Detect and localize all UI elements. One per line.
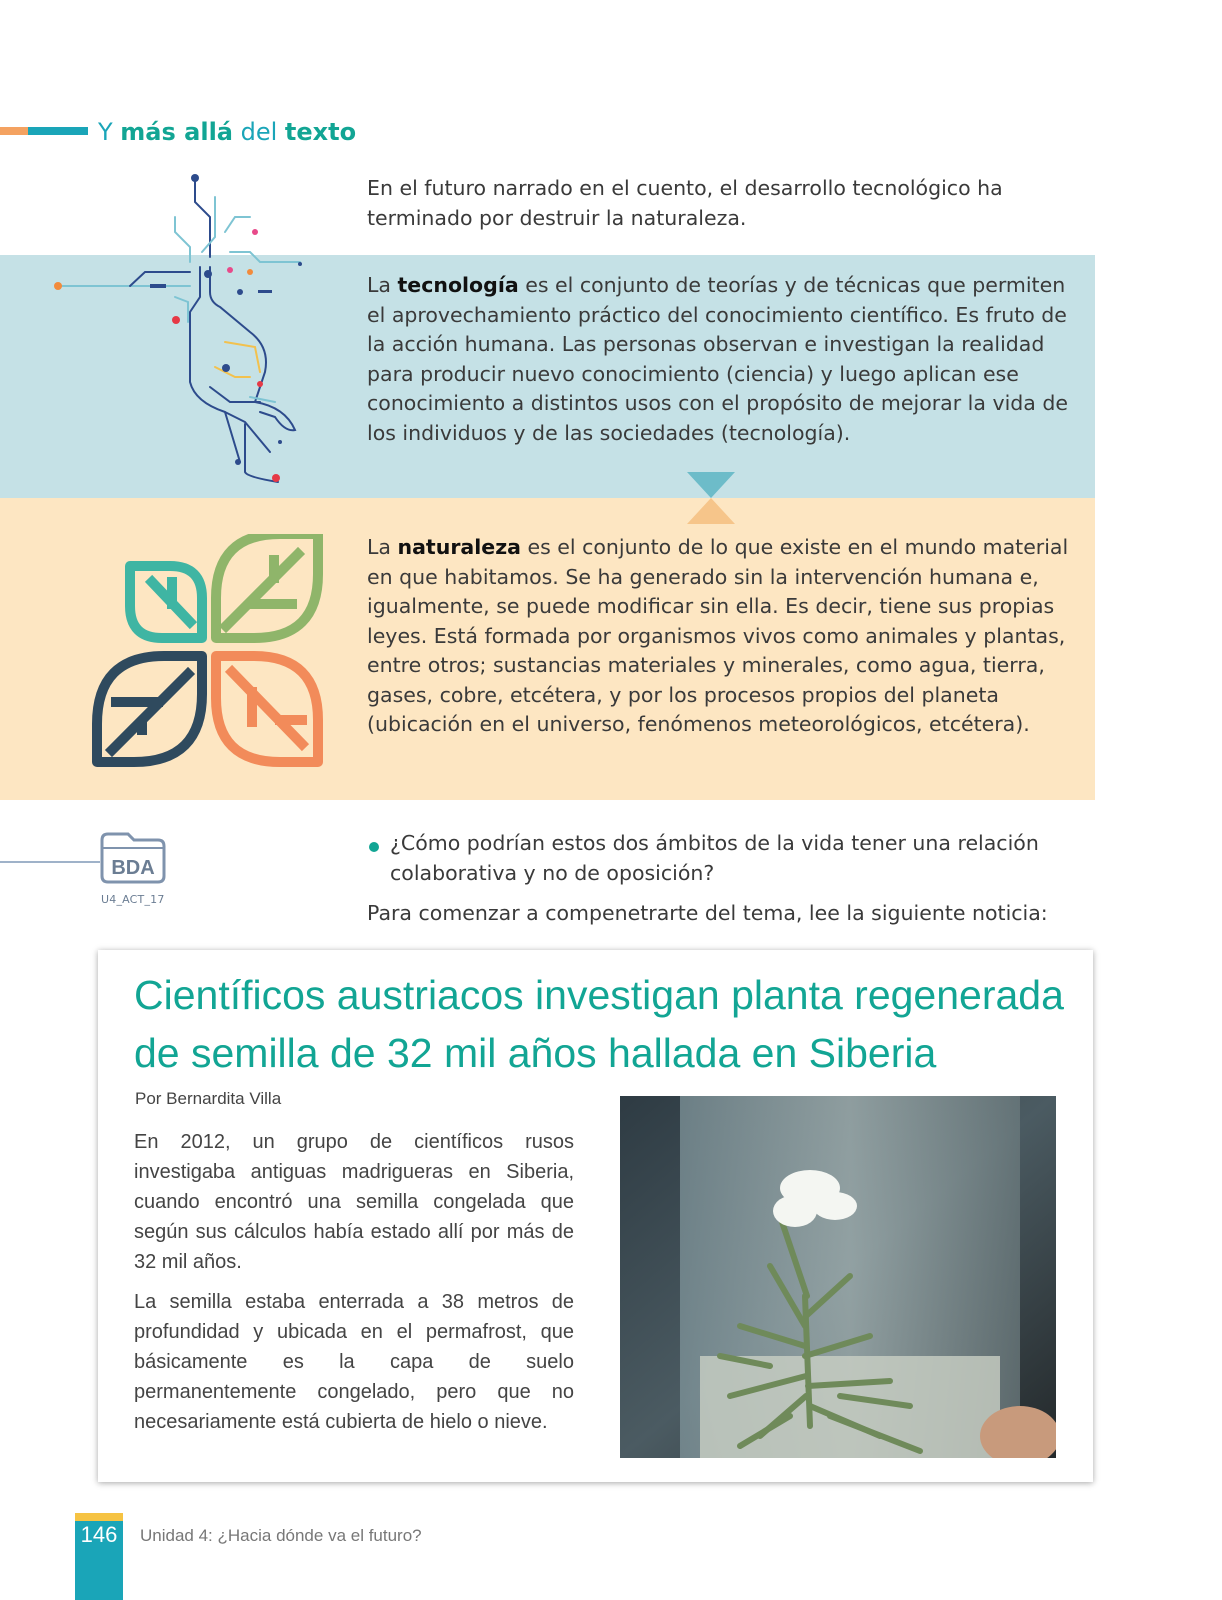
header-bar-teal	[28, 127, 88, 135]
intro-paragraph: En el futuro narrado en el cuento, el desarrollo tecnológico ha terminado por destruir la naturaleza.	[367, 176, 1003, 230]
technology-definition: La tecnología es el conjunto de teorías y de técnicas que permiten el aprovechamiento práctico del conocimiento científico. Es fruto de la acción humana. Las personas observan e investigan la realidad para producir nuevo conocimiento (ciencia) y luego aplican ese conocimiento a distintos usos con el propósito de mejorar la vida de los individuos y de las sociedades (tecnología).	[367, 273, 1068, 445]
news-paragraph-1: En 2012, un grupo de científicos rusos investigaba antiguas madrigueras en Siberia, cuando encontró una semilla congelada que según sus cálculos había estado allí por más de 32 mil años.	[134, 1131, 574, 1273]
leaves-icon	[92, 534, 328, 770]
circuit-hand-icon	[50, 172, 320, 492]
news-title: Científicos austriacos investigan planta regenerada de semilla de 32 mil años hallada en Siberia	[134, 972, 1064, 1076]
question-text: ¿Cómo podrían estos dos ámbitos de la vida tener una relación colaborativa y no de oposición?	[390, 831, 1039, 885]
lead-in-text: Para comenzar a compenetrarte del tema, lee la siguiente noticia:	[367, 901, 1048, 925]
footer-accent	[75, 1513, 123, 1521]
header-bar-orange	[0, 127, 28, 135]
page-number: 146	[80, 1522, 118, 1547]
hourglass-icon	[685, 472, 737, 524]
bda-folder-icon[interactable]	[98, 830, 168, 886]
news-byline: Por Bernardita Villa	[135, 1089, 282, 1108]
bda-label: BDA	[111, 857, 155, 879]
section-title: Y más allá del texto	[98, 118, 357, 146]
plant-photo	[620, 1096, 1056, 1458]
bda-connector-line	[0, 861, 100, 863]
news-paragraph-2: La semilla estaba enterrada a 38 metros de profundidad y ubicada en el permafrost, que básicamente es la capa de suelo permanentemente congelado, pero que no necesariamente está cubierta de hielo o nieve.	[134, 1291, 574, 1433]
bullet-icon	[369, 842, 379, 852]
nature-definition: La naturaleza es el conjunto de lo que existe en el mundo material en que habitamos. Se ha generado sin la intervención humana e, igualmente, se puede modificar sin ella. Es decir, tiene sus propias leyes. Está formada por organismos vivos como animales y plantas, entre otros; sustancias materiales y minerales, como agua, tierra, gases, cobre, etcétera, y por los procesos propios del planeta (ubicación en el universo, fenómenos meteorológicos, etcétera).	[367, 535, 1069, 736]
bda-code: U4_ACT_17	[101, 893, 165, 906]
footer-unit-text: Unidad 4: ¿Hacia dónde va el futuro?	[140, 1526, 422, 1545]
